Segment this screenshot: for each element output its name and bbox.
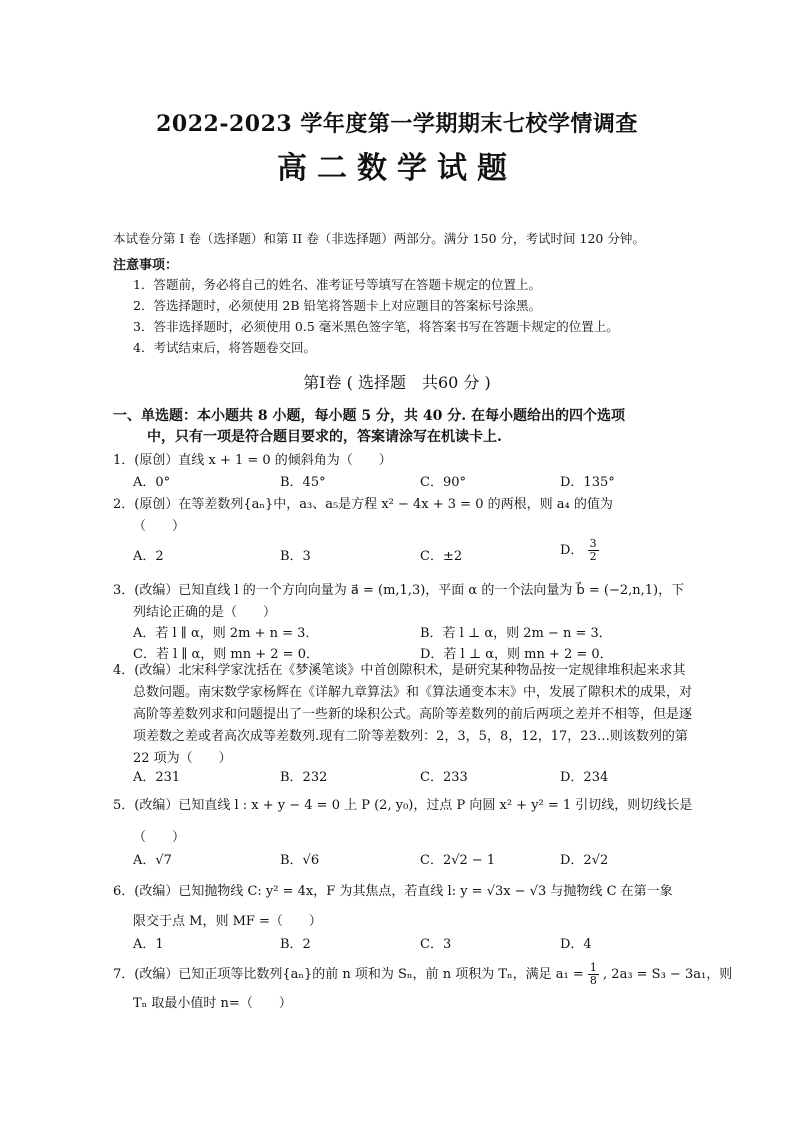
section-title: 第Ⅰ卷 ( 选择题 共60 分 ) <box>303 373 491 392</box>
part1-heading <box>113 406 693 448</box>
notice-item: 3．答非选择题时，必须使用 0.5 毫米黑色签字笔，将答案书写在答题卡规定的位置上。 <box>133 319 619 334</box>
question-7-stem-a: 7．(改编）已知正项等比数列{aₙ}的前 n 项和为 Sₙ，前 n 项积为 Tₙ，满足 a₁ = <box>113 967 584 982</box>
q4-option-c: C．233 <box>420 770 468 785</box>
q1-option-c: C．90° <box>420 475 466 490</box>
fraction-denominator: 8 <box>589 974 597 987</box>
notice-list <box>133 274 619 358</box>
fraction-denominator: 2 <box>589 550 597 563</box>
q5-option-b: B．√6 <box>280 853 320 868</box>
q3-option-d: D．若 l ⊥ α，则 mn + 2 = 0． <box>420 647 613 662</box>
q1-option-b: B．45° <box>280 475 326 490</box>
question-3-stem: 3．(改编）已知直线 l 的一个方向向量为 a⃗ = (m,1,3)，平面 α 的一个法向量为 b⃗ = (−2,n,1)，下 <box>113 583 685 598</box>
q2-option-b: B．3 <box>280 549 311 564</box>
question-6-stem-cont: 限交于点 M，则 MF =（ ） <box>133 914 322 929</box>
q6-option-d: D．4 <box>560 937 592 952</box>
q6-option-a: A．1 <box>133 937 164 952</box>
question-1-stem: 1．(原创）直线 x + 1 = 0 的倾斜角为（ ） <box>113 453 392 468</box>
q5-option-a: A．√7 <box>133 853 172 868</box>
q6-option-c: C．3 <box>420 937 452 952</box>
fraction-numerator: 1 <box>589 961 597 974</box>
q5-option-d: D．2√2 <box>560 853 609 868</box>
q6-option-b: B．2 <box>280 937 311 952</box>
question-2-paren: （ ） <box>133 519 186 534</box>
q2-option-d <box>560 538 599 563</box>
q2-option-d-label: D． <box>560 543 584 558</box>
notice-item: 1．答题前，务必将自己的姓名、准考证号等填写在答题卡规定的位置上。 <box>133 277 541 292</box>
part1-heading-line2: 中，只有一项是符合题目要求的，答案请涂写在机读卡上. <box>147 429 502 445</box>
q4-option-d: D．234 <box>560 770 609 785</box>
question-3-stem-cont: 列结论正确的是（ ） <box>133 605 277 620</box>
question-7-stem <box>113 962 732 987</box>
q2-option-d-fraction <box>588 538 599 563</box>
q7-fraction <box>588 962 599 987</box>
exam-title: 2022-2023 学年度第一学期期末七校学情调查 <box>156 111 638 137</box>
question-7-stem-cont: Tₙ 取最小值时 n=（ ） <box>133 996 292 1011</box>
question-6-stem: 6．(改编）已知抛物线 C: y² = 4x，F 为其焦点，若直线 l: y = √3x − √3 与抛物线 C 在第一象 <box>113 884 673 899</box>
question-4 <box>113 660 698 770</box>
question-5-paren: （ ） <box>133 830 186 845</box>
q3-option-c: C．若 l ∥ α，则 mn + 2 = 0． <box>133 647 319 662</box>
notice-item: 4．考试结束后，将答题卷交回。 <box>133 340 316 355</box>
q1-option-d: D．135° <box>560 475 615 490</box>
q4-option-a: A．231 <box>133 770 181 785</box>
q4-option-b: B．232 <box>280 770 328 785</box>
question-4-stem: 4．(改编）北宋科学家沈括在《梦溪笔谈》中首创隙积术，是研究某种物品按一定规律堆积起来求其总数问题。南宋数学家杨辉在《详解九章算法》和《算法通变本末》中，发展了隙积术的成果，对高阶等差数列求和问题提出了一些新的垛积公式。高阶等差数列的前后两项之差并不相等，但是逐项差数之差或者高次成等差数列.现有二阶等差数列：2，3，5，8，12，17，23…则该数列的第 22 项为（ ） <box>113 663 693 766</box>
q1-option-a: A．0° <box>133 475 171 490</box>
q3-option-b: B．若 l ⊥ α，则 2m − n = 3． <box>420 626 612 641</box>
exam-intro: 本试卷分第 I 卷（选择题）和第 II 卷（非选择题）两部分。满分 150 分，考试时间 120 分钟。 <box>113 231 645 246</box>
notice-item: 2．答选择题时，必须使用 2B 铅笔将答题卡上对应题目的答案标号涂黑。 <box>133 298 542 313</box>
q2-option-a: A．2 <box>133 549 164 564</box>
notice-heading: 注意事项： <box>113 258 179 273</box>
part1-heading-line1: 一、单选题：本小题共 8 小题，每小题 5 分，共 40 分. 在每小题给出的四个选项 <box>113 408 625 424</box>
question-7-stem-b: , 2a₃ = S₃ − 3a₁，则 <box>603 967 733 982</box>
question-5-stem: 5．(改编）已知直线 l : x + y − 4 = 0 上 P (2, y₀)，过点 P 向圆 x² + y² = 1 引切线，则切线长是 <box>113 798 693 813</box>
question-2-stem: 2．(原创）在等差数列{aₙ}中，a₃、a₅是方程 x² − 4x + 3 = 0 的两根，则 a₄ 的值为 <box>113 497 613 512</box>
fraction-numerator: 3 <box>589 537 597 550</box>
q2-option-c: C．±2 <box>420 549 463 564</box>
q3-option-a: A．若 l ∥ α，则 2m + n = 3． <box>133 626 319 641</box>
exam-subject-title: 高二数学试题 <box>277 151 517 186</box>
q5-option-c: C．2√2 − 1 <box>420 853 496 868</box>
